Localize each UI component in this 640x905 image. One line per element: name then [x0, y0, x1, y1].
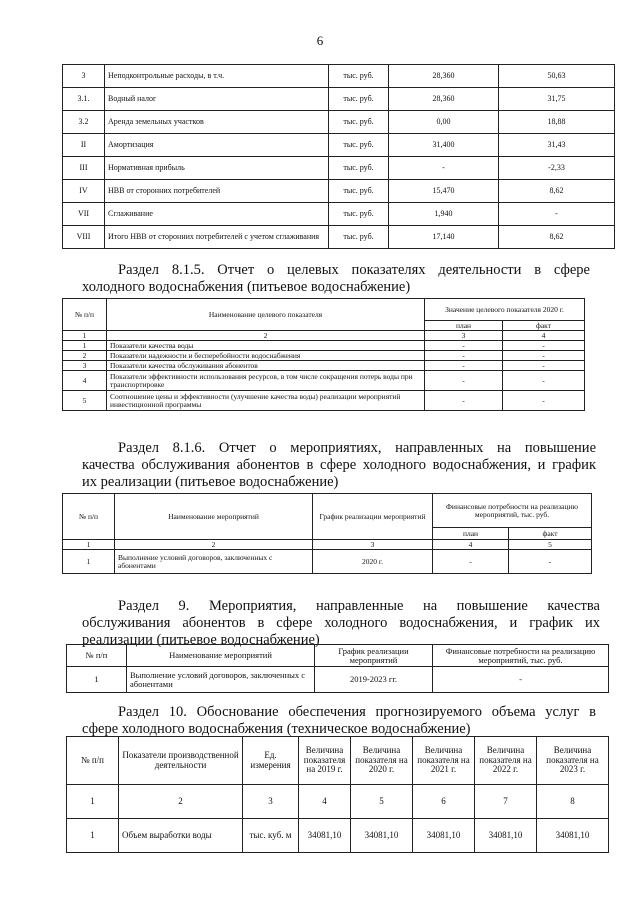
table-cell: 28,360 — [389, 88, 499, 111]
table-cell: - — [425, 351, 503, 361]
table-cell: Итого НВВ от сторонних потребителей с учетом сглаживания — [105, 226, 329, 249]
column-index: 3 — [425, 331, 503, 341]
column-index: 4 — [299, 785, 351, 819]
table-cell: - — [503, 361, 585, 371]
table-cell: 34081,10 — [537, 819, 609, 853]
table-cell: II — [63, 134, 105, 157]
section-heading-line: их реализации (питьевое водоснабжение) — [82, 474, 339, 490]
table-cell: тыс. руб. — [329, 88, 389, 111]
table-cell: Аренда земельных участков — [105, 111, 329, 134]
table-cell: Соотношение цены и эффективности (улучшение качества воды) реализации мероприятий инвестиционной программы — [107, 391, 425, 411]
column-header: факт — [503, 321, 585, 331]
table-cell: 34081,10 — [299, 819, 351, 853]
table-cell: - — [425, 391, 503, 411]
section-8-1-6-heading — [82, 440, 596, 491]
section-heading-line: Раздел 8.1.5. Отчет о целевых показателях деятельности в сфере — [118, 262, 590, 278]
page-number: 6 — [316, 33, 324, 48]
table-cell: - — [425, 361, 503, 371]
table-cell: 31,43 — [499, 134, 615, 157]
table-cell: - — [389, 157, 499, 180]
table-cell: Сглаживание — [105, 203, 329, 226]
column-header: Величина показателя на 2022 г. — [475, 737, 537, 785]
table-cell: - — [503, 391, 585, 411]
table-cell: 8,62 — [499, 180, 615, 203]
target-indicators-table — [62, 298, 585, 411]
table-row — [63, 550, 592, 574]
table-row — [63, 88, 615, 111]
table-cell: 1 — [67, 819, 119, 853]
table-row — [63, 351, 585, 361]
table-cell: 3.2 — [63, 111, 105, 134]
column-header: Финансовые потребности на реализацию мероприятий, тыс. руб. — [433, 645, 609, 667]
table-cell: IV — [63, 180, 105, 203]
section-heading-line: Раздел 8.1.6. Отчет о мероприятиях, направленных на повышение — [118, 440, 596, 456]
column-index: 8 — [537, 785, 609, 819]
table-row — [63, 65, 615, 88]
table-cell: Показатели надежности и бесперебойности водоснабжения — [107, 351, 425, 361]
column-header: № п/п — [67, 737, 119, 785]
table-cell: - — [425, 371, 503, 391]
table-cell: 8,62 — [499, 226, 615, 249]
table-cell: 34081,10 — [475, 819, 537, 853]
table-cell: 1 — [63, 550, 115, 574]
table-cell: тыс. руб. — [329, 65, 389, 88]
column-header: Наименование мероприятий — [115, 494, 313, 540]
table-cell: тыс. руб. — [329, 111, 389, 134]
column-header: Наименование целевого показателя — [107, 299, 425, 331]
table-row — [63, 111, 615, 134]
column-index: 1 — [63, 540, 115, 550]
table-cell: 34081,10 — [413, 819, 475, 853]
column-header: план — [425, 321, 503, 331]
column-header: № п/п — [67, 645, 127, 667]
section-heading-line: сфере холодного водоснабжения (техническое водоснабжение) — [82, 721, 471, 737]
table-cell: 50,63 — [499, 65, 615, 88]
table-cell: тыс. руб. — [329, 157, 389, 180]
table-cell: 0,00 — [389, 111, 499, 134]
column-header: № п/п — [63, 299, 107, 331]
section-heading-line: холодного водоснабжения (питьевое водоснабжение) — [82, 279, 411, 295]
measures-table — [62, 493, 592, 574]
column-header: График реализации мероприятий — [313, 494, 433, 540]
table-cell: VIII — [63, 226, 105, 249]
table-cell: 17,140 — [389, 226, 499, 249]
table-cell: 15,470 — [389, 180, 499, 203]
column-header: Наименование мероприятий — [127, 645, 315, 667]
table-cell: - — [503, 341, 585, 351]
column-header: График реализации мероприятий — [315, 645, 433, 667]
table-cell: Нормативная прибыль — [105, 157, 329, 180]
section-10-heading — [82, 704, 596, 738]
column-index: 4 — [433, 540, 509, 550]
table-row — [63, 371, 585, 391]
table-cell: Объем выработки воды — [119, 819, 243, 853]
table-cell: тыс. руб. — [329, 226, 389, 249]
measures-plan-table — [66, 644, 609, 693]
table-row — [63, 203, 615, 226]
table-row — [63, 361, 585, 371]
table-row — [63, 180, 615, 203]
table-cell: 5 — [63, 391, 107, 411]
table-cell: -2,33 — [499, 157, 615, 180]
table-cell: - — [503, 351, 585, 361]
column-header: Величина показателя на 2019 г. — [299, 737, 351, 785]
section-heading-line: качества обслуживания абонентов в сфере холодного водоснабжения, и график — [82, 457, 596, 473]
table-cell: Неподконтрольные расходы, в т.ч. — [105, 65, 329, 88]
table-cell: - — [499, 203, 615, 226]
table-cell: 28,360 — [389, 65, 499, 88]
column-index: 1 — [63, 331, 107, 341]
column-header: план — [433, 528, 509, 540]
table-cell: тыс. руб. — [329, 134, 389, 157]
column-index: 5 — [351, 785, 413, 819]
production-forecast-table — [66, 736, 609, 853]
column-index: 3 — [313, 540, 433, 550]
table-row — [63, 226, 615, 249]
column-index: 3 — [243, 785, 299, 819]
table-cell: VII — [63, 203, 105, 226]
column-index: 2 — [119, 785, 243, 819]
table-row — [67, 819, 609, 853]
table-cell: 1,940 — [389, 203, 499, 226]
table-cell: Амортизация — [105, 134, 329, 157]
table-cell: - — [433, 550, 509, 574]
column-index: 4 — [503, 331, 585, 341]
table-cell: - — [503, 371, 585, 391]
column-header: Ед. измерения — [243, 737, 299, 785]
table-cell: - — [433, 667, 609, 693]
column-header: Величина показателя на 2020 г. — [351, 737, 413, 785]
column-index: 1 — [67, 785, 119, 819]
column-index: 2 — [107, 331, 425, 341]
column-header: Величина показателя на 2023 г. — [537, 737, 609, 785]
section-heading-line: Раздел 10. Обоснование обеспечения прогнозируемого объема услуг в — [118, 704, 596, 720]
table-cell: 31,75 — [499, 88, 615, 111]
section-heading-line: обслуживания абонентов в сфере холодного водоснабжения, и график их — [82, 615, 600, 631]
table-cell: Показатели качества обслуживания абонентов — [107, 361, 425, 371]
table-cell: 4 — [63, 371, 107, 391]
table-cell: 2020 г. — [313, 550, 433, 574]
table-cell: Выполнение условий договоров, заключенных с абонентами — [127, 667, 315, 693]
column-index: 5 — [509, 540, 592, 550]
column-index: 7 — [475, 785, 537, 819]
table-cell: тыс. руб. — [329, 180, 389, 203]
section-heading-line: Раздел 9. Мероприятия, направленные на повышение качества — [118, 598, 600, 614]
table-cell: 34081,10 — [351, 819, 413, 853]
table-cell: 2019-2023 гг. — [315, 667, 433, 693]
column-header: Финансовые потребности на реализацию мероприятий, тыс. руб. — [433, 494, 592, 528]
table-cell: Показатели качества воды — [107, 341, 425, 351]
table-cell: 31,400 — [389, 134, 499, 157]
column-header: Величина показателя на 2021 г. — [413, 737, 475, 785]
table-cell: 1 — [63, 341, 107, 351]
table-cell: 2 — [63, 351, 107, 361]
section-9-heading — [82, 598, 600, 649]
table-cell: 3 — [63, 65, 105, 88]
table-cell: 3.1. — [63, 88, 105, 111]
costs-table — [62, 64, 615, 249]
column-index: 6 — [413, 785, 475, 819]
table-cell: Показатели эффективности использования ресурсов, в том числе сокращения потерь воды при транспортировке — [107, 371, 425, 391]
table-cell: - — [425, 341, 503, 351]
table-cell: - — [509, 550, 592, 574]
table-cell: Водный налог — [105, 88, 329, 111]
table-row — [63, 134, 615, 157]
table-cell: НВВ от сторонних потребителей — [105, 180, 329, 203]
column-header: факт — [509, 528, 592, 540]
table-row — [67, 667, 609, 693]
section-heading-line: реализации (питьевое водоснабжение) — [82, 632, 320, 648]
table-cell: 18,88 — [499, 111, 615, 134]
table-row — [63, 157, 615, 180]
column-header: Значение целевого показателя 2020 г. — [425, 299, 585, 321]
table-cell: тыс. руб. — [329, 203, 389, 226]
column-header: Показатели производственной деятельности — [119, 737, 243, 785]
table-cell: III — [63, 157, 105, 180]
table-cell: Выполнение условий договоров, заключенных с абонентами — [115, 550, 313, 574]
column-header: № п/п — [63, 494, 115, 540]
table-cell: 3 — [63, 361, 107, 371]
section-8-1-5-heading — [82, 262, 590, 296]
table-row — [63, 391, 585, 411]
table-cell: тыс. куб. м — [243, 819, 299, 853]
table-row — [63, 341, 585, 351]
table-cell: 1 — [67, 667, 127, 693]
column-index: 2 — [115, 540, 313, 550]
